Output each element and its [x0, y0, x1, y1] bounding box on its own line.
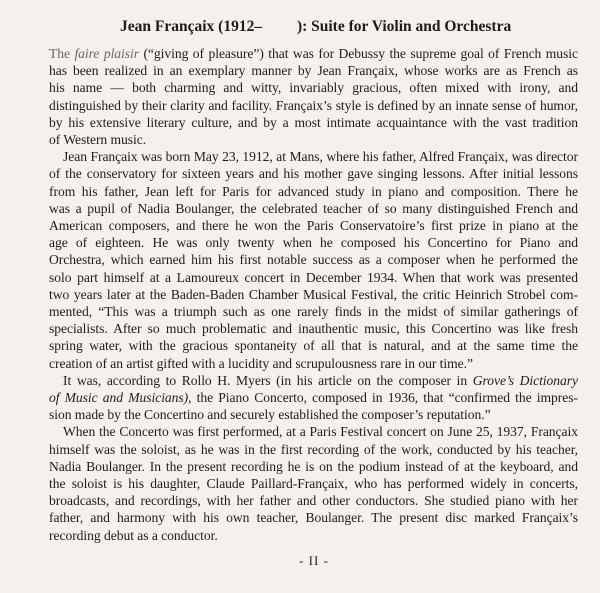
- text-line: solo part himself at a Lamoureux concert in December 1934. When that work was presented: [49, 269, 578, 285]
- text-line: by his extensive literary culture, and by a most intimate acquaintance with the vast tradition: [49, 114, 578, 130]
- italic-phrase: Grove’s Dictionary: [472, 372, 578, 388]
- text-line: his name — both charming and witty, invariably gracious, often mixed with irony, and: [49, 80, 578, 96]
- text-line: father, and harmony with his own teacher, Boulanger. The present disc marked Françaix’s: [49, 510, 578, 526]
- text-line: was a pupil of Nadia Boulanger, the celebrated teacher of so many distinguished French and: [49, 200, 578, 216]
- paragraph-grove-quote: [49, 372, 578, 424]
- text-line: broadcasts, and recordings, with her father and other conductors. She studied piano with her: [49, 493, 578, 509]
- text-line: of the conservatory for sixteen years and his mother gave singing lessons. After initial lessons: [49, 166, 578, 182]
- text-line: When the Concerto was first performed, at a Paris Festival concert on June 25, 1937, Françaix: [63, 424, 578, 440]
- text-line: Nadia Boulanger. In the present recording he is on the podium instead of at the keyboard, and: [49, 458, 578, 474]
- text-line: It was, according to Rollo H. Myers (in his article on the composer in Grove’s Dictionary: [63, 372, 578, 388]
- italic-phrase: faire plaisir: [74, 46, 139, 61]
- text-line: specialists. After so much problematic and inauthentic music, this Concertino was like fresh: [49, 321, 578, 337]
- text-line: spring water, with the gracious spontaneity of all that is natural, and at the same time the: [49, 338, 578, 354]
- text-line: distinguished by their clarity and facility. Françaix’s style is defined by an innate sense of humor,: [49, 97, 578, 113]
- paragraph-recording: [49, 423, 578, 543]
- text-line: age of eighteen. He was only twenty when he composed his Concertino for Piano and: [49, 235, 578, 251]
- text-line: creation of an artist gifted with a lucidity and scrupulousness rare in our time.”: [49, 355, 473, 371]
- page-number: - II -: [299, 553, 329, 568]
- text-line: The faire plaisir (“giving of pleasure”) that was for Debussy the supreme goal of French music: [49, 46, 578, 61]
- paragraph-biography: [49, 148, 578, 372]
- text-line: of Western music.: [49, 132, 147, 148]
- text-line: himself was the soloist, as he was in the first recording of the work, conducted by his teacher,: [49, 441, 578, 457]
- text-line: Orchestra, which earned him his first notable success as a composer when he performed the: [49, 252, 578, 268]
- text-line: from his father, Jean left for Paris for advanced study in piano and composition. There he: [49, 183, 578, 199]
- text-line: American composers, and there he won the Paris Conservatoire’s first prize in piano at the: [49, 218, 578, 234]
- text-line: mented, “This was a triumph such as one rarely finds in the midst of similar gatherings of: [49, 304, 578, 320]
- text-line: two years later at the Baden-Baden Chamber Musical Festival, the critic Heinrich Strobel com-: [49, 286, 578, 302]
- text-line: Jean Françaix was born May 23, 1912, at Mans, where his father, Alfred Françaix, was director: [63, 149, 578, 165]
- page-title: Jean Françaix (1912– ): Suite for Violin and Orchestra: [120, 18, 512, 35]
- paragraph-intro: [49, 45, 578, 148]
- text-line: sion made by the Concertino and securely established the composer’s reputation.”: [49, 407, 491, 423]
- text-line: recording debut as a conductor.: [49, 527, 218, 543]
- article-body: [49, 45, 578, 544]
- text-line: of Music and Musicians), the Piano Concerto, composed in 1936, that “confirmed the impres-: [49, 390, 578, 406]
- text-line: has been realized in an exemplary manner by Jean Françaix, whose works are as French as: [49, 63, 578, 79]
- italic-phrase: of Music and Musicians),: [49, 390, 192, 406]
- text-line: the soloist is his daughter, Claude Paillard-Françaix, who has performed widely in concerts,: [49, 476, 578, 492]
